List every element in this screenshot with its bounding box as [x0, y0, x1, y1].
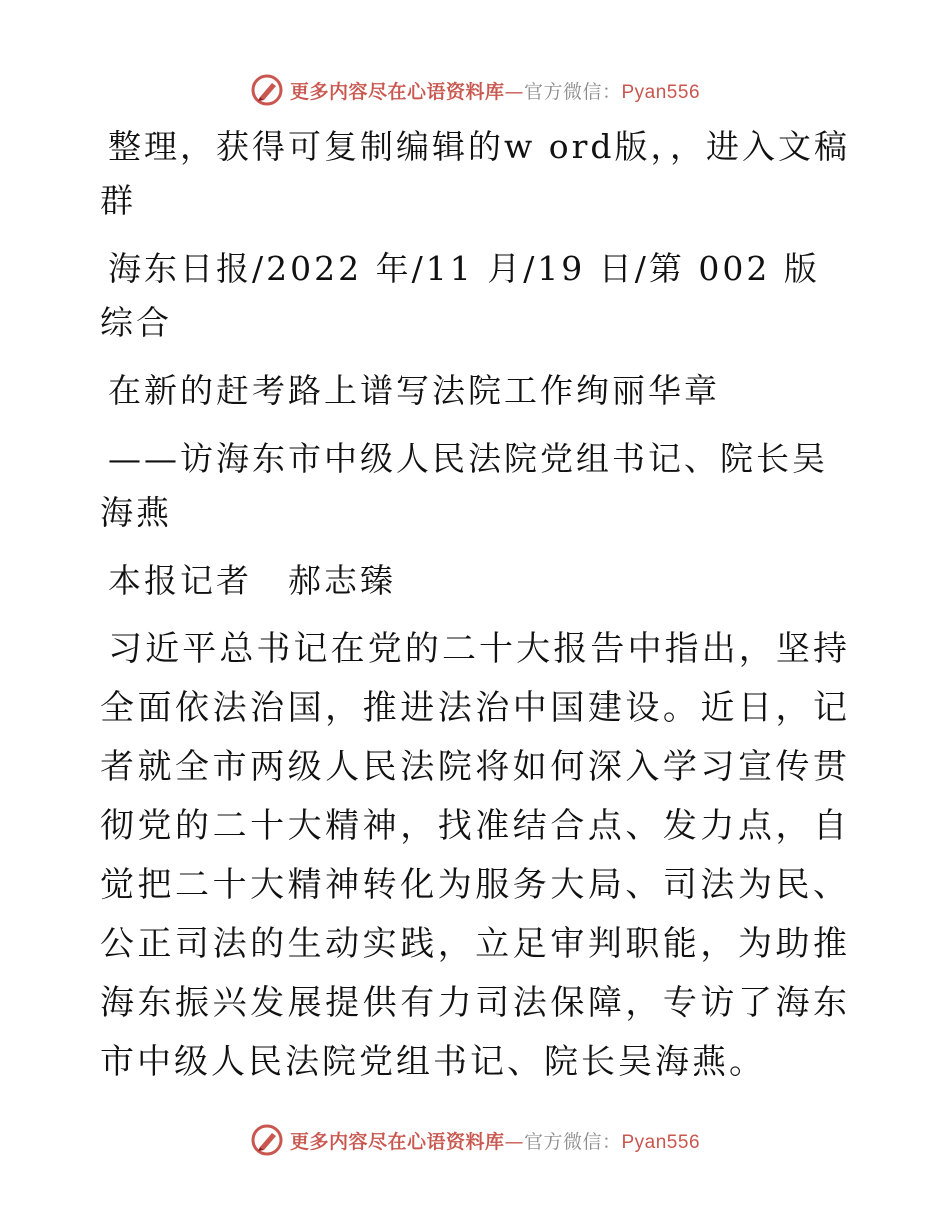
document-content [100, 120, 850, 1092]
banner-dash: — [504, 80, 524, 103]
byline: 本报记者 郝志臻 [108, 561, 396, 600]
banner-library-name: 更多内容尽在心语资料库 [289, 1130, 505, 1153]
banner-text [290, 1127, 700, 1154]
intro-note: 整理，获得可复制编辑的w ord版，，进入文稿群 [100, 127, 851, 220]
header-banner [0, 70, 950, 110]
banner-wechat-label: 官方微信： [523, 1130, 622, 1153]
footer-banner [0, 1120, 950, 1160]
banner-dash: — [504, 1130, 524, 1153]
article-headline: 在新的赶考路上谱写法院工作绚丽华章 [108, 371, 720, 410]
source-line: 海东日报/2022 年/11 月/19 日/第 002 版综合 [100, 249, 820, 342]
article-subheadline: ——访海东市中级人民法院党组书记、院长吴海燕 [100, 439, 828, 532]
banner-text [290, 77, 700, 104]
banner-library-name: 更多内容尽在心语资料库 [289, 80, 505, 103]
pen-logo-icon [250, 1123, 284, 1157]
article-body: 习近平总书记在党的二十大报告中指出，坚持全面依法治国，推进法治中国建设。近日，记者就全市两级人民法院将如何深入学习宣传贯彻党的二十大精神，找准结合点、发力点，自觉把二十大精神转化为服务大局、司法为民、公正司法的生动实践，立足审判职能，为助推海东振兴发展提供有力司法保障，专访了海东市中级人民法院党组书记、院长吴海燕。 [100, 629, 850, 1082]
pen-logo-icon [250, 73, 284, 107]
banner-wechat-label: 官方微信： [523, 80, 622, 103]
banner-wechat-id: Pyan556 [621, 81, 701, 103]
banner-wechat-id: Pyan556 [621, 1131, 701, 1153]
